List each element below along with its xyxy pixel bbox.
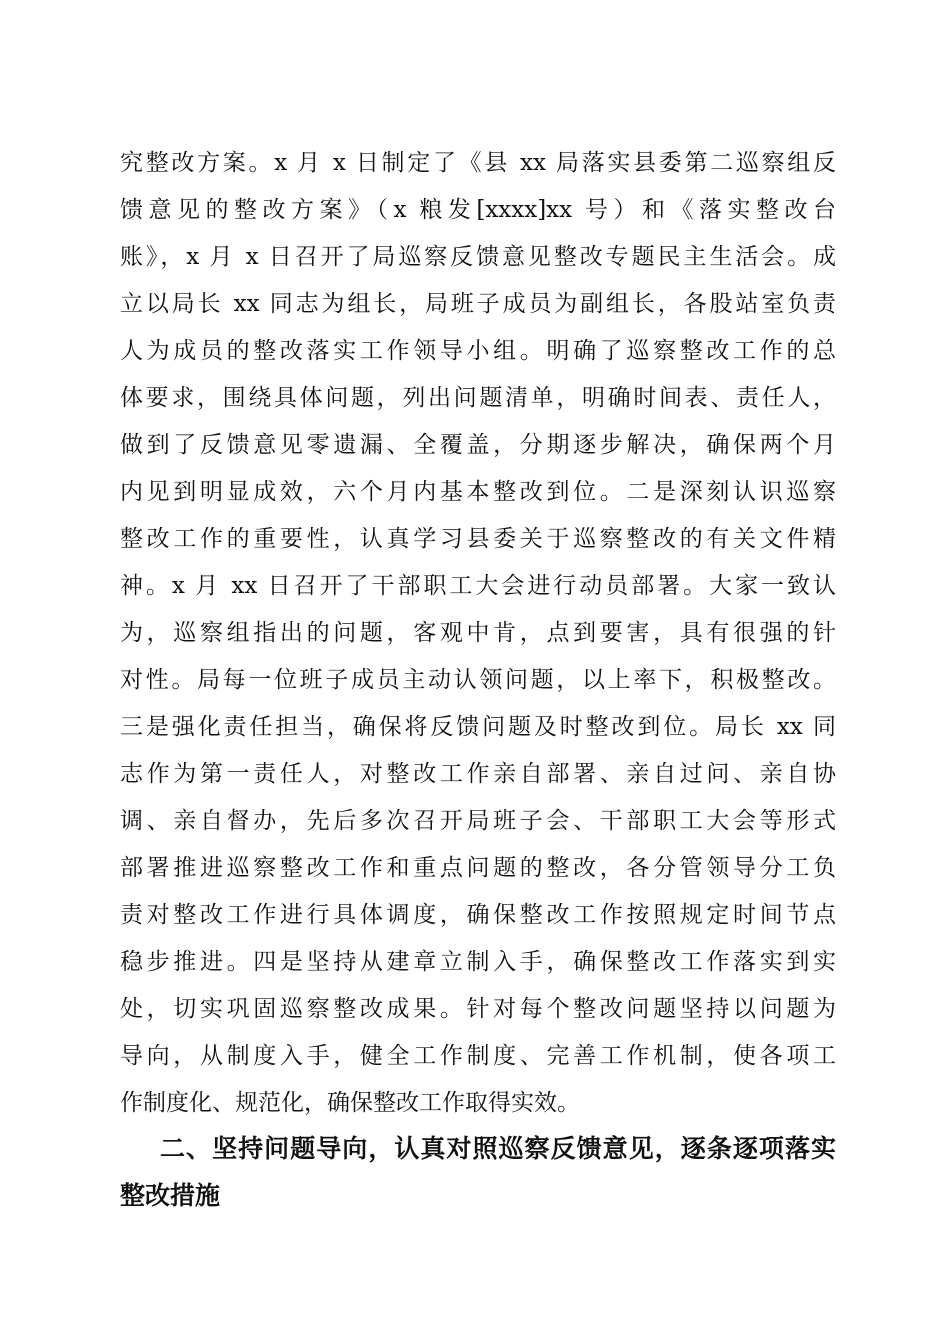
paragraph-line: 部署推进巡察整改工作和重点问题的整改，各分管领导分工负	[120, 855, 836, 881]
heading-line: 二、坚持问题导向，认真对照巡察反馈意见，逐条逐项落实	[160, 1134, 836, 1163]
paragraph-line: 神。x 月 xx 日召开了干部职工大会进行动员部署。大家一致认	[120, 573, 836, 599]
paragraph-line: 立以局长 xx 同志为组长，局班子成员为副组长，各股站室负责	[120, 291, 836, 317]
paragraph-line: 稳步推进。四是坚持从建章立制入手，确保整改工作落实到实	[120, 949, 836, 975]
paragraph-line: 处，切实巩固巡察整改成果。针对每个整改问题坚持以问题为	[120, 996, 836, 1022]
paragraph-line: 导向，从制度入手，健全工作制度、完善工作机制，使各项工	[120, 1043, 836, 1069]
paragraph-line: 责对整改工作进行具体调度，确保整改工作按照规定时间节点	[120, 902, 836, 928]
paragraph-line: 为，巡察组指出的问题，客观中肯，点到要害，具有很强的针	[120, 620, 836, 646]
paragraph-line: 体要求，围绕具体问题，列出问题清单，明确时间表、责任人，	[120, 385, 836, 411]
paragraph-line: 究整改方案。x 月 x 日制定了《县 xx 局落实县委第二巡察组反	[120, 150, 836, 176]
paragraph-line: 对性。局每一位班子成员主动认领问题，以上率下，积极整改。	[120, 667, 836, 693]
paragraph-line: 账》，x 月 x 日召开了局巡察反馈意见整改专题民主生活会。成	[120, 244, 836, 270]
paragraph-line: 人为成员的整改落实工作领导小组。明确了巡察整改工作的总	[120, 338, 836, 364]
paragraph-line: 作制度化、规范化，确保整改工作取得实效。	[120, 1090, 580, 1116]
paragraph-line: 整改工作的重要性，认真学习县委关于巡察整改的有关文件精	[120, 526, 836, 552]
heading-line: 整改措施	[120, 1181, 221, 1210]
paragraph-line: 三是强化责任担当，确保将反馈问题及时整改到位。局长 xx 同	[120, 714, 836, 740]
paragraph-line: 志作为第一责任人，对整改工作亲自部署、亲自过问、亲自协	[120, 761, 836, 787]
paragraph-line: 内见到明显成效，六个月内基本整改到位。二是深刻认识巡察	[120, 479, 836, 505]
paragraph-line: 做到了反馈意见零遗漏、全覆盖，分期逐步解决，确保两个月	[120, 432, 836, 458]
paragraph-line: 馈意见的整改方案》（x 粮发[xxxx]xx 号）和《落实整改台	[120, 197, 836, 223]
paragraph-line: 调、亲自督办，先后多次召开局班子会、干部职工大会等形式	[120, 808, 836, 834]
